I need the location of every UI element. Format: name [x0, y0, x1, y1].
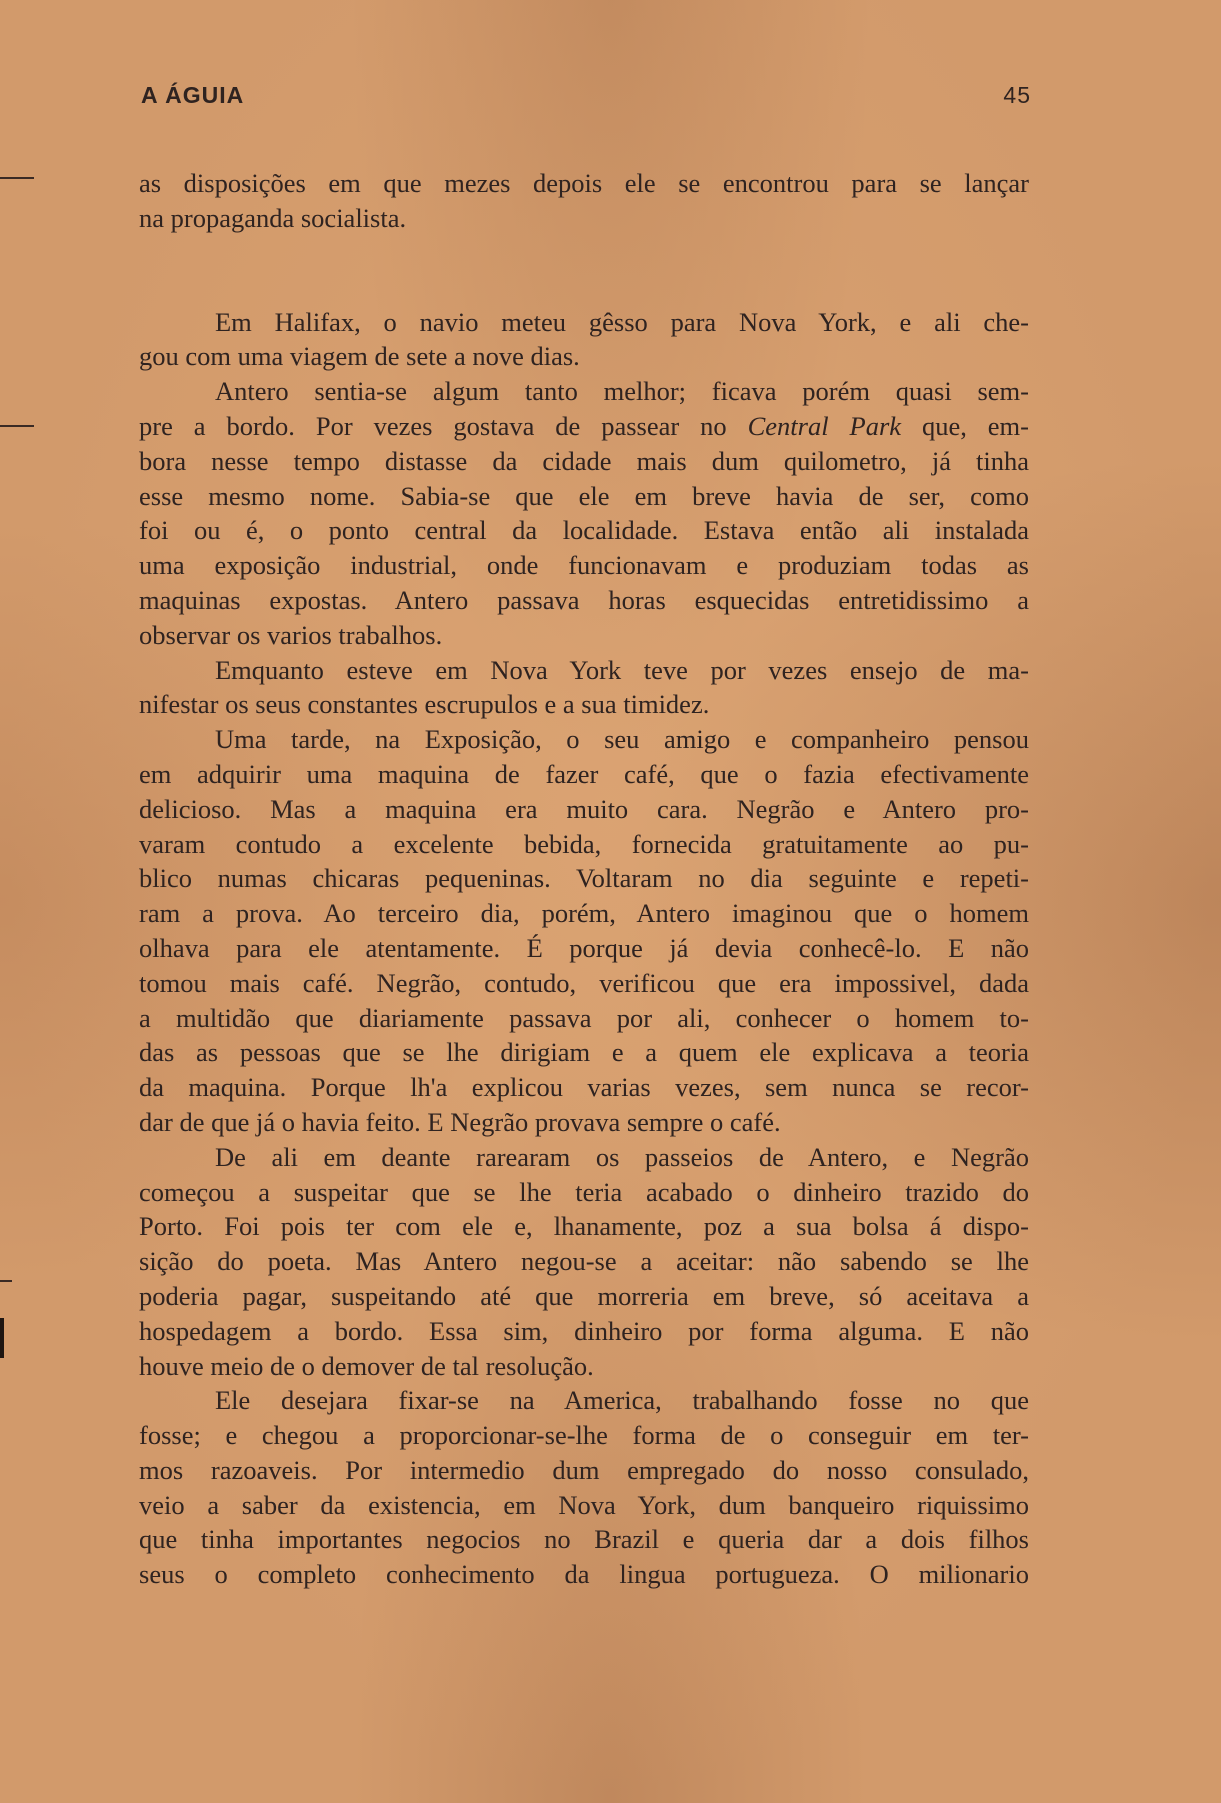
text-line: delicioso. Mas a maquina era muito cara. Negrão e Antero pro- — [139, 793, 1029, 824]
text-line: que tinha importantes negocios no Brazil e queria dar a dois filhos — [139, 1524, 1029, 1555]
text-line: Uma tarde, na Exposição, o seu amigo e companheiro pensou — [215, 724, 1029, 755]
text-line: blico numas chicaras pequeninas. Voltaram no dia seguinte e repeti- — [139, 863, 1029, 894]
running-header — [141, 82, 1031, 118]
text-line: Em Halifax, o navio meteu gêsso para Nova York, e ali che- — [215, 306, 1029, 337]
text-line: veio a saber da existencia, em Nova York, dum banqueiro riquissimo — [139, 1489, 1029, 1520]
text-line: varam contudo a excelente bebida, fornecida gratuitamente ao pu- — [139, 828, 1029, 859]
page-number: 45 — [1003, 82, 1031, 108]
text-line: Porto. Foi pois ter com ele e, lhanamente, poz a sua bolsa á dispo- — [139, 1211, 1029, 1242]
text-line: foi ou é, o ponto central da localidade. Estava então ali instalada — [139, 515, 1029, 546]
text-line: das as pessoas que se lhe dirigiam e a quem ele explicava a teoria — [139, 1037, 1029, 1068]
text-line: em adquirir uma maquina de fazer café, que o fazia efectivamente — [139, 758, 1029, 789]
paragraph — [139, 653, 1029, 723]
margin-mark — [0, 425, 34, 427]
text-line: nifestar os seus constantes escrupulos e a sua timidez. — [139, 689, 710, 720]
text-line: ram a prova. Ao terceiro dia, porém, Antero imaginou que o homem — [139, 898, 1029, 929]
paragraph — [139, 722, 1029, 1140]
text-line: começou a suspeitar que se lhe teria acabado o dinheiro trazido do — [139, 1176, 1029, 1207]
margin-bar — [0, 1318, 4, 1358]
margin-mark — [0, 1280, 12, 1282]
paragraph-gap — [139, 236, 1029, 305]
text-line: a multidão que diariamente passava por ali, conhecer o homem to- — [139, 1002, 1029, 1033]
text-line: olhava para ele atentamente. É porque já devia conhecê-lo. E não — [139, 932, 1029, 963]
text-line: Emquanto esteve em Nova York teve por vezes ensejo de ma- — [215, 654, 1029, 685]
text-line: da maquina. Porque lh'a explicou varias vezes, sem nunca se recor- — [139, 1072, 1029, 1103]
paragraph — [139, 1383, 1029, 1592]
margin-mark — [0, 177, 34, 179]
text-line: Antero sentia-se algum tanto melhor; ficava porém quasi sem- — [215, 376, 1029, 407]
text-line: observar os varios trabalhos. — [139, 619, 443, 650]
text-line: uma exposição industrial, onde funcionavam e produziam todas as — [139, 550, 1029, 581]
text-line: Ele desejara fixar-se na America, trabalhando fosse no que — [215, 1385, 1029, 1416]
text-line: na propaganda socialista. — [139, 202, 407, 233]
text-line: poderia pagar, suspeitando até que morreria em breve, só aceitava a — [139, 1280, 1029, 1311]
text-line: gou com uma viagem de sete a nove dias. — [139, 341, 580, 372]
text-line: sição do poeta. Mas Antero negou-se a aceitar: não sabendo se lhe — [139, 1246, 1029, 1277]
paragraph — [139, 1140, 1029, 1384]
text-line: maquinas expostas. Antero passava horas esquecidas entretidissimo a — [139, 584, 1029, 615]
text-line: De ali em deante rarearam os passeios de Antero, e Negrão — [215, 1141, 1029, 1172]
paragraph — [139, 166, 1029, 236]
text-line: bora nesse tempo distasse da cidade mais dum quilometro, já tinha — [139, 445, 1029, 476]
text-line: dar de que já o havia feito. E Negrão provava sempre o café. — [139, 1106, 781, 1137]
text-line: as disposições em que mezes depois ele se encontrou para se lançar — [139, 168, 1029, 198]
text-line: mos razoaveis. Por intermedio dum empregado do nosso consulado, — [139, 1454, 1029, 1485]
journal-title: A ÁGUIA — [141, 82, 245, 108]
text-line: esse mesmo nome. Sabia-se que ele em breve havia de ser, como — [139, 480, 1029, 511]
text-line: seus o completo conhecimento da lingua portugueza. O milionario — [139, 1559, 1029, 1590]
paragraph — [139, 374, 1029, 652]
text-line: hospedagem a bordo. Essa sim, dinheiro por forma alguma. E não — [139, 1315, 1029, 1346]
text-line: pre a bordo. Por vezes gostava de passear no Central Park que, em- — [139, 410, 1029, 441]
italic-text: Central Park — [747, 410, 902, 441]
body-text — [139, 166, 1029, 1592]
text-line: fosse; e chegou a proporcionar-se-lhe forma de o conseguir em ter- — [139, 1420, 1029, 1451]
paragraph — [139, 305, 1029, 375]
text-line: houve meio de o demover de tal resolução. — [139, 1350, 594, 1381]
text-line: tomou mais café. Negrão, contudo, verificou que era impossivel, dada — [139, 967, 1029, 998]
